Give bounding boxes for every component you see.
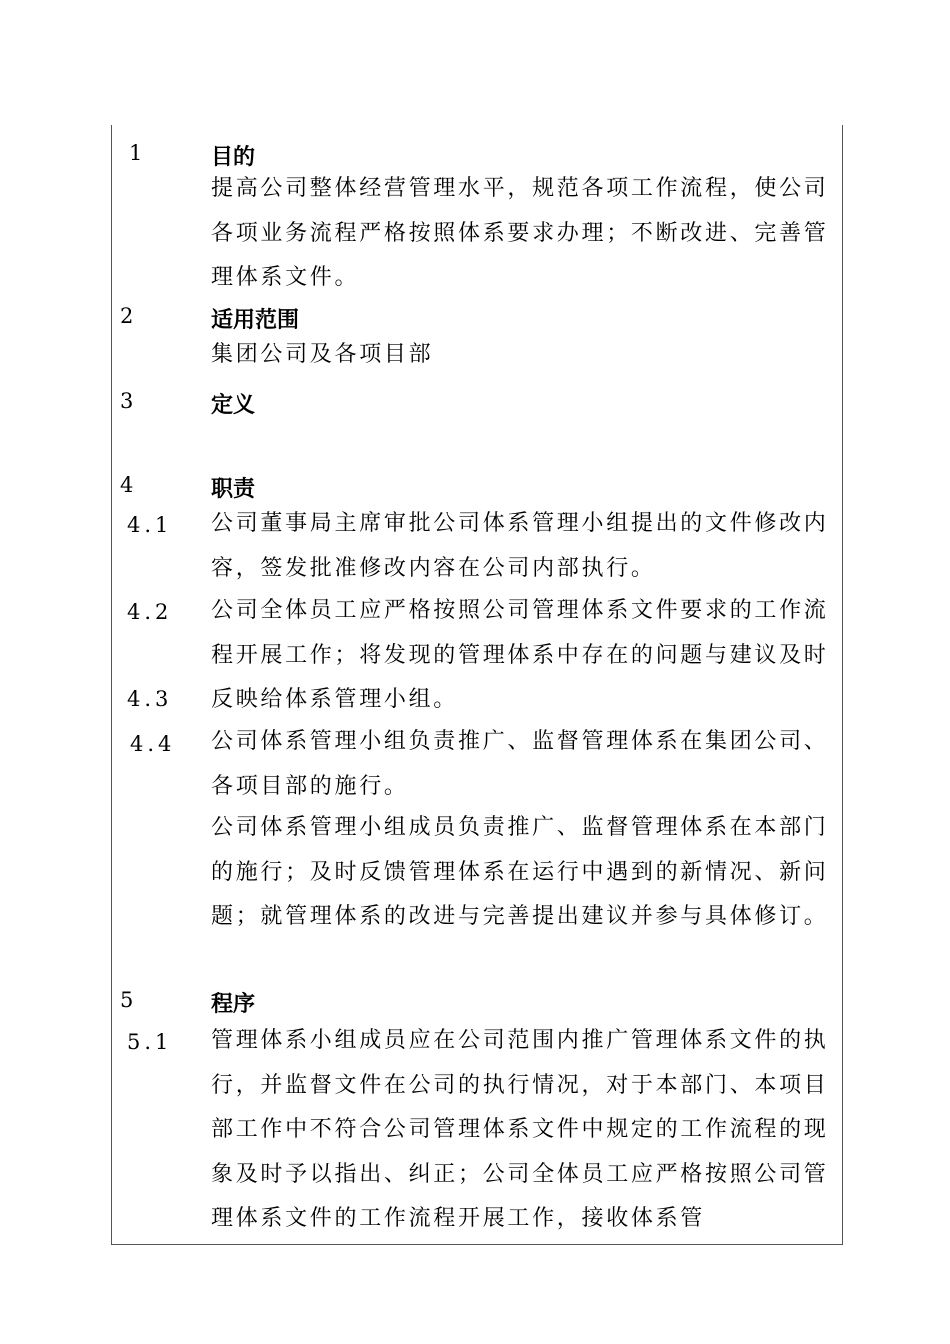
subsection-text: 管理体系小组成员应在公司范围内推广管理体系文件的执行，并监督文件在公司的执行情况，对于本部门、本项目部工作中不符合公司管理体系文件中规定的工作流程的现象及时予以指出、纠正；公司全体员工应严格按照公司管理体系文件的工作流程开展工作，接收体系管 [211, 1028, 829, 1231]
subsection-text: 公司体系管理小组成员负责推广、监督管理体系在本部门的施行；及时反馈管理体系在运行中遇到的新情况、新问题；就管理体系的改进与完善提出建议并参与具体修订。 [211, 815, 829, 929]
section-number: 5 [120, 988, 134, 1012]
subsection-number: 5.1 [127, 1030, 173, 1054]
section-title: 程序 [211, 991, 256, 1017]
subsection-text: 公司董事局主席审批公司体系管理小组提出的文件修改内容，签发批准修改内容在公司内部执行。 [211, 511, 829, 581]
section-title: 目的 [211, 144, 256, 170]
subsection-number: 4.1 [127, 513, 173, 537]
section-title: 定义 [211, 392, 256, 418]
section-text: 集团公司及各项目部 [211, 342, 434, 367]
section-number: 4 [120, 473, 134, 497]
subsection-number: 4.2 [127, 600, 173, 624]
subsection-text: 公司全体员工应严格按照公司管理体系文件要求的工作流程开展工作；将发现的管理体系中存在的问题与建议及时反映给体系管理小组。 [211, 598, 829, 712]
section-number: 3 [120, 389, 134, 413]
subsection-number: 4.3 [127, 687, 173, 711]
section-title: 适用范围 [211, 307, 300, 333]
section-number: 2 [120, 304, 134, 328]
section-number: 1 [129, 141, 143, 165]
section-title: 职责 [211, 476, 256, 502]
subsection-number: 4.4 [130, 732, 176, 756]
section-text: 提高公司整体经营管理水平，规范各项工作流程，使公司各项业务流程严格按照体系要求办理；不断改进、完善管理体系文件。 [211, 176, 829, 290]
subsection-text: 公司体系管理小组负责推广、监督管理体系在集团公司、各项目部的施行。 [211, 729, 829, 799]
